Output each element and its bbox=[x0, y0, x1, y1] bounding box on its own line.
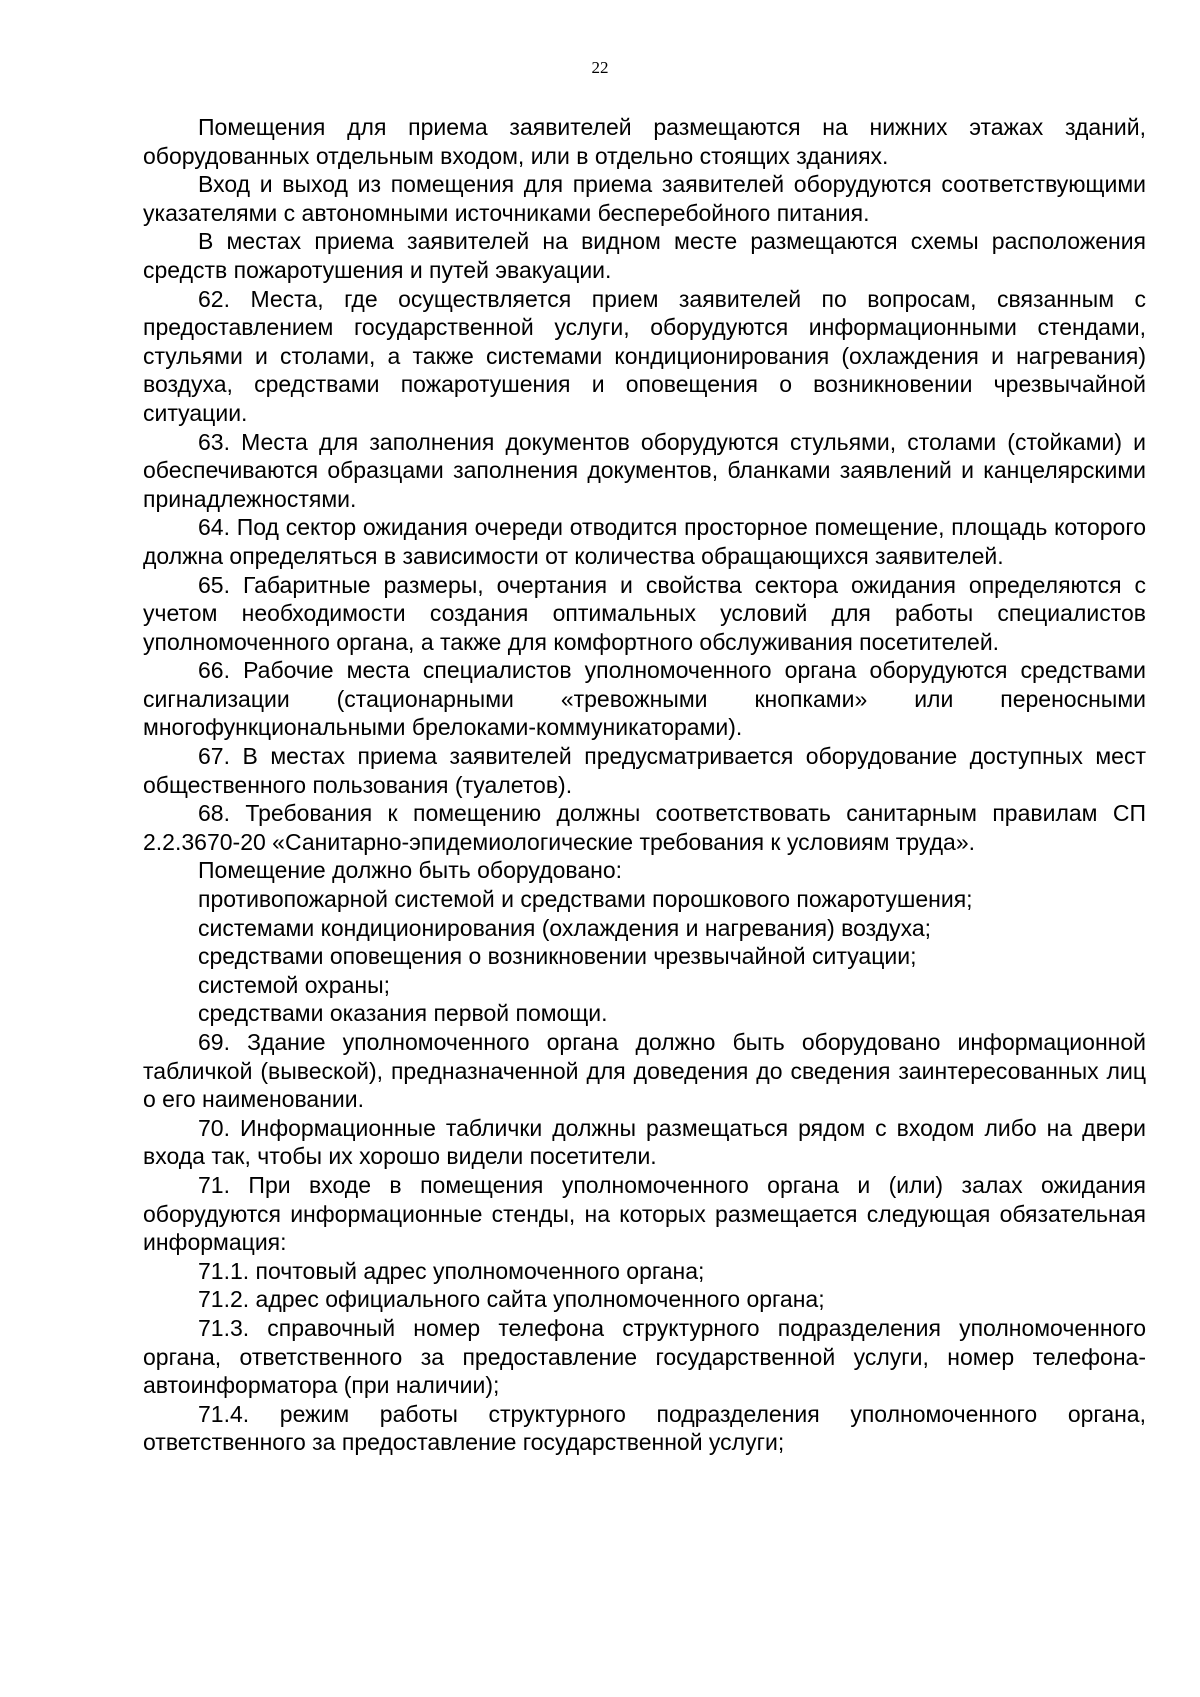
list-item: системой охраны; bbox=[198, 971, 390, 998]
page-number: 22 bbox=[591, 58, 609, 77]
list-item: 71.3. справочный номер телефона структурного подразделения уполномоченного органа, ответственного за предоставление государственной услуги, номер телефона-автоинформатора (при наличии); bbox=[143, 1314, 1146, 1399]
paragraph: 68. Требования к помещению должны соответствовать санитарным правилам СП 2.2.3670-20 «Санитарно-эпидемиологические требования к условиям труда». bbox=[143, 800, 1146, 855]
paragraph: 64. Под сектор ожидания очереди отводится просторное помещение, площадь которого должна определяться в зависимости от количества обращающихся заявителей. bbox=[143, 514, 1146, 569]
document-body bbox=[143, 113, 1146, 1457]
paragraph: Помещения для приема заявителей размещаются на нижних этажах зданий, оборудованных отдельным входом, или в отдельно стоящих зданиях. bbox=[143, 114, 1146, 169]
paragraph: Вход и выход из помещения для приема заявителей оборудуются соответствующими указателями с автономными источниками бесперебойного питания. bbox=[143, 171, 1146, 226]
paragraph: В местах приема заявителей на видном месте размещаются схемы расположения средств пожаротушения и путей эвакуации. bbox=[143, 228, 1146, 283]
paragraph: 65. Габаритные размеры, очертания и свойства сектора ожидания определяются с учетом необходимости создания оптимальных условий для работы специалистов уполномоченного органа, а также для комфортного обслуживания посетителей. bbox=[143, 571, 1146, 655]
list-item: 71.2. адрес официального сайта уполномоченного органа; bbox=[198, 1286, 825, 1313]
list-item: 71.4. режим работы структурного подразделения уполномоченного органа, ответственного за предоставление государственной услуги; bbox=[143, 1400, 1146, 1456]
list-item: средствами оповещения о возникновении чрезвычайной ситуации; bbox=[198, 943, 917, 970]
list-item: 71.1. почтовый адрес уполномоченного органа; bbox=[198, 1257, 705, 1284]
paragraph: 62. Места, где осуществляется прием заявителей по вопросам, связанным с предоставлением государственной услуги, оборудуются информационными стендами, стульями и столами, а также системами кондиционирования (охлаждения и нагревания) воздуха, средствами пожаротушения и оповещения о возникновении чрезвычайной ситуации. bbox=[143, 285, 1146, 426]
list-item: средствами оказания первой помощи. bbox=[198, 1000, 608, 1027]
paragraph: Помещение должно быть оборудовано: bbox=[198, 857, 622, 884]
paragraph: 67. В местах приема заявителей предусматривается оборудование доступных мест общественного пользования (туалетов). bbox=[143, 743, 1146, 798]
list-item: системами кондиционирования (охлаждения и нагревания) воздуха; bbox=[198, 914, 932, 941]
paragraph: 69. Здание уполномоченного органа должно быть оборудовано информационной табличкой (вывеской), предназначенной для доведения до сведения заинтересованных лиц о его наименовании. bbox=[143, 1029, 1146, 1113]
paragraph: 63. Места для заполнения документов оборудуются стульями, столами (стойками) и обеспечиваются образцами заполнения документов, бланками заявлений и канцелярскими принадлежностями. bbox=[143, 428, 1146, 512]
paragraph: 66. Рабочие места специалистов уполномоченного органа оборудуются средствами сигнализации (стационарными «тревожными кнопками» или переносными многофункциональными брелоками-коммуникаторами). bbox=[143, 657, 1146, 741]
paragraph: 70. Информационные таблички должны размещаться рядом с входом либо на двери входа так, чтобы их хорошо видели посетители. bbox=[143, 1114, 1146, 1170]
list-item: противопожарной системой и средствами порошкового пожаротушения; bbox=[198, 886, 973, 913]
paragraph: 71. При входе в помещения уполномоченного органа и (или) залах ожидания оборудуются информационные стенды, на которых размещается следующая обязательная информация: bbox=[143, 1171, 1146, 1256]
